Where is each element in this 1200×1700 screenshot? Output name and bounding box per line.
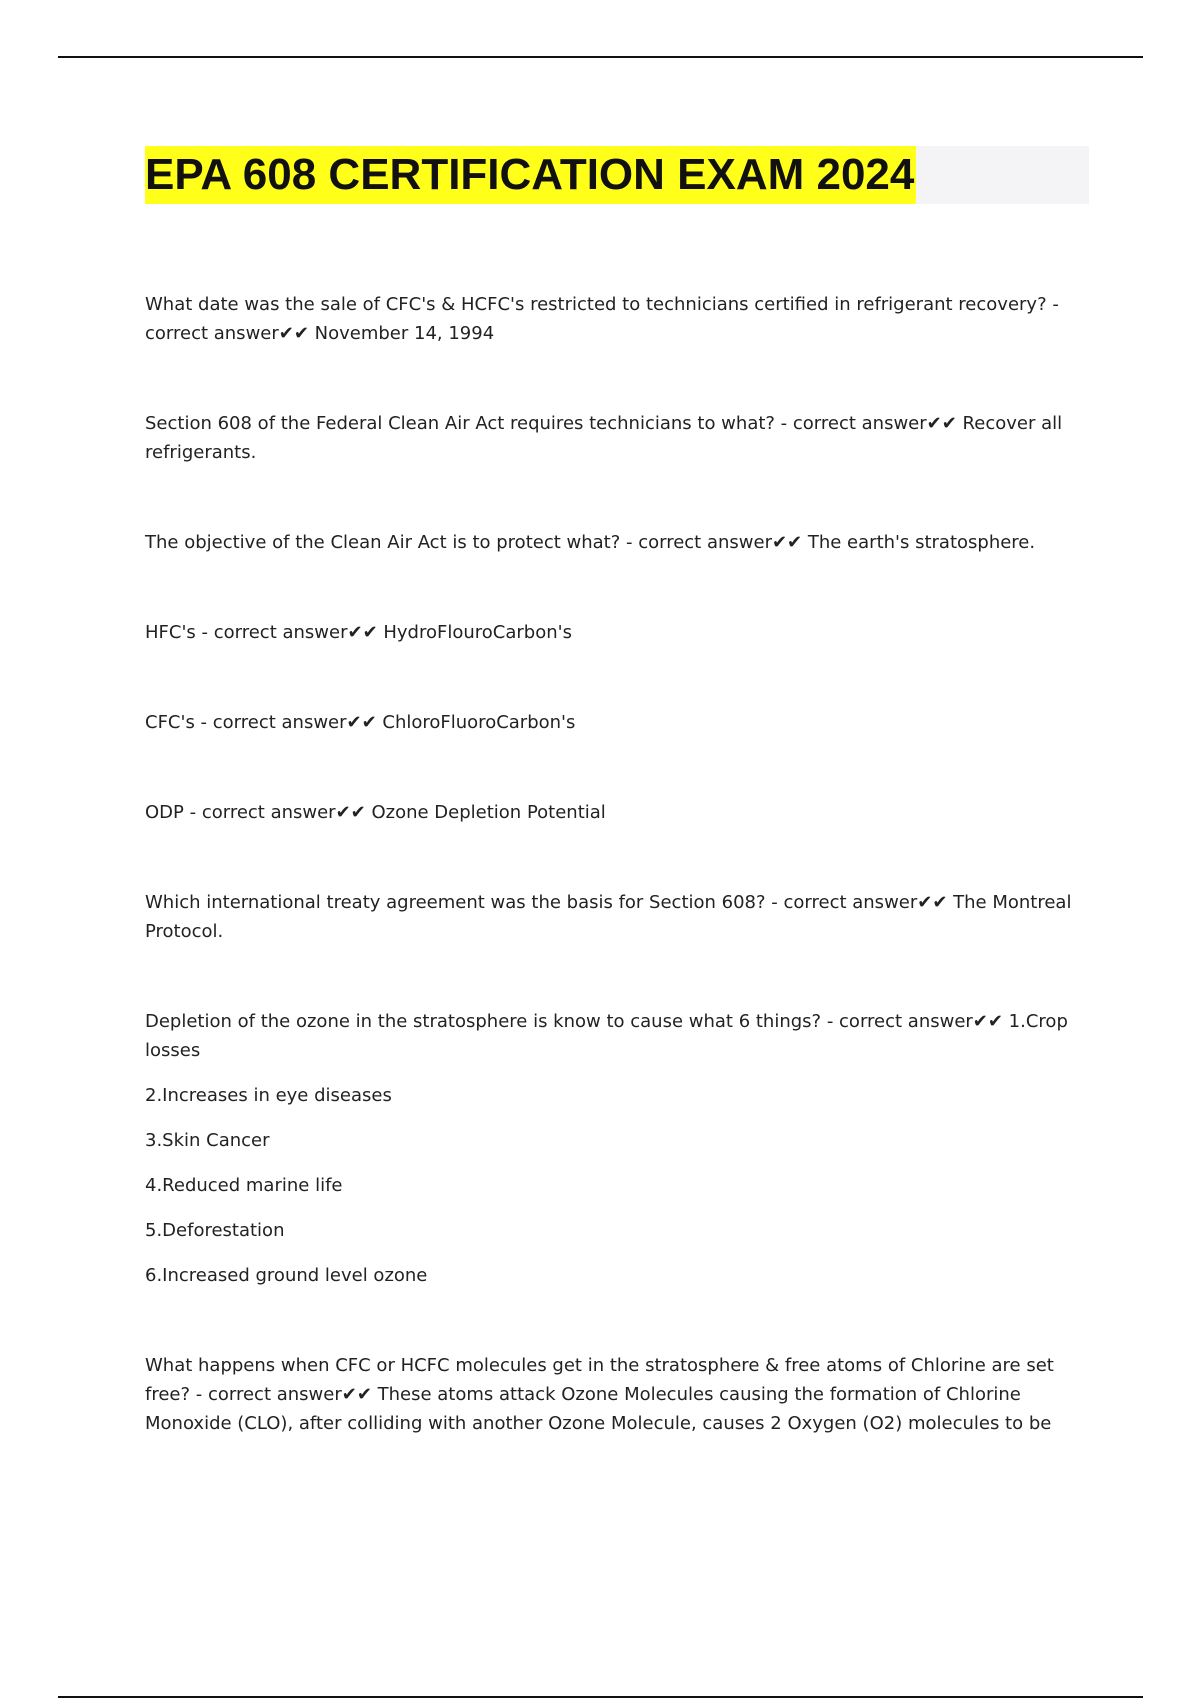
list-item: 4.Reduced marine life [145, 1175, 343, 1196]
qa-entry: The objective of the Clean Air Act is to protect what? - correct answer✔✔ The earth's stratosphere. [145, 532, 1036, 553]
document-title: EPA 608 CERTIFICATION EXAM 2024 [145, 146, 916, 204]
qa-entry: What happens when CFC or HCFC molecules get in the stratosphere & free atoms of Chlorine are set free? - correct answer✔✔ These atoms attack Ozone Molecules causing the formation of Chlorine Monoxide (CLO), after colliding with another Ozone Molecule, causes 2 Oxygen (O2) molecules to be [145, 1355, 1054, 1434]
qa-entry: Depletion of the ozone in the stratosphere is know to cause what 6 things? - correct answer✔✔ 1.Crop losses [145, 1011, 1068, 1061]
footer-rule [58, 1696, 1143, 1698]
qa-entry: HFC's - correct answer✔✔ HydroFlouroCarbon's [145, 622, 572, 643]
qa-entry: ODP - correct answer✔✔ Ozone Depletion Potential [145, 802, 606, 823]
list-item: 2.Increases in eye diseases [145, 1085, 392, 1106]
qa-entry: Section 608 of the Federal Clean Air Act requires technicians to what? - correct answer✔✔ Recover all refrigerants. [145, 413, 1063, 463]
list-item: 3.Skin Cancer [145, 1130, 270, 1151]
document-body [145, 290, 1090, 1438]
qa-entry: What date was the sale of CFC's & HCFC's restricted to technicians certified in refrigerant recovery? - correct answer✔✔ November 14, 1994 [145, 294, 1059, 344]
list-item: 6.Increased ground level ozone [145, 1265, 428, 1286]
qa-entry: CFC's - correct answer✔✔ ChloroFluoroCarbon's [145, 712, 576, 733]
header-rule [58, 56, 1143, 58]
title-block [145, 146, 1089, 204]
list-item: 5.Deforestation [145, 1220, 285, 1241]
qa-entry: Which international treaty agreement was the basis for Section 608? - correct answer✔✔ The Montreal Protocol. [145, 892, 1072, 942]
